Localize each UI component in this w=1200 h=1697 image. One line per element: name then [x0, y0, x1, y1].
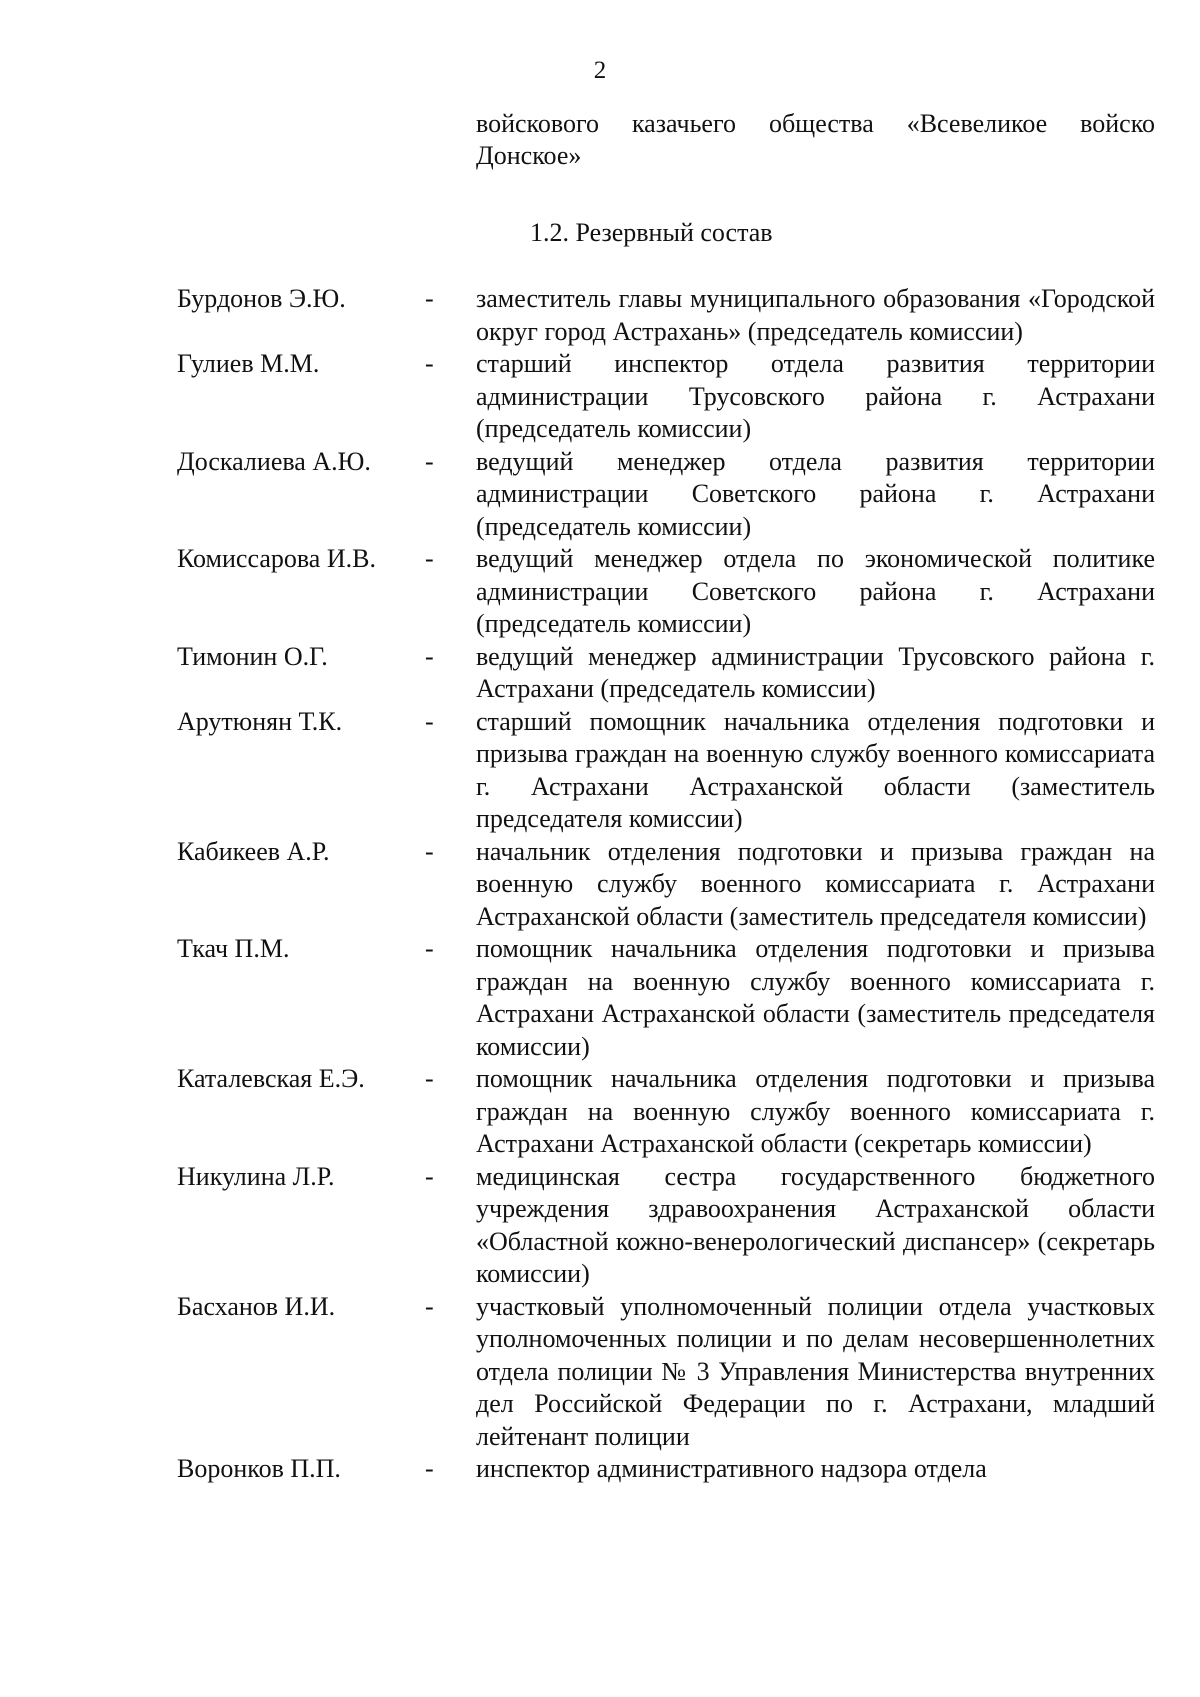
dash-separator: - — [425, 1454, 434, 1483]
dash-separator: - — [425, 1161, 434, 1191]
member-row — [177, 446, 1155, 544]
dash-separator: - — [425, 349, 434, 378]
member-name: Бурдонов Э.Ю. — [177, 284, 346, 313]
member-list — [177, 283, 1155, 1486]
member-row — [177, 1063, 1155, 1161]
member-name: Воронков П.П. — [177, 1454, 341, 1483]
member-row — [177, 641, 1155, 706]
member-row — [177, 283, 1155, 348]
dash-separator: - — [425, 284, 434, 313]
member-name: Никулина Л.Р. — [177, 1161, 335, 1191]
member-description: ведущий менеджер отдела развития территории администрации Советского района г. Астрахани (председатель комиссии) — [476, 446, 1155, 541]
member-row — [177, 1291, 1155, 1454]
member-name: Басханов И.И. — [177, 1291, 336, 1321]
member-name: Гулиев М.М. — [177, 349, 320, 378]
member-description: ведущий менеджер администрации Трусовского района г. Астрахани (председатель комиссии) — [476, 641, 1155, 703]
member-description: помощник начальника отделения подготовки и призыва граждан на военную службу военного комиссариата г. Астрахани Астраханской области (заместитель председателя комиссии) — [476, 934, 1155, 1061]
member-name: Доскалиева А.Ю. — [177, 446, 371, 476]
member-description: старший помощник начальника отделения подготовки и призыва граждан на военную службу военного комиссариата г. Астрахани Астраханской области (заместитель председателя комиссии) — [476, 706, 1155, 833]
member-row — [177, 706, 1155, 836]
dash-separator: - — [425, 446, 434, 476]
member-description: помощник начальника отделения подготовки и призыва граждан на военную службу военного комиссариата г. Астрахани Астраханской области (секретарь комиссии) — [476, 1064, 1155, 1158]
member-description: старший инспектор отдела развития территории администрации Трусовского района г. Астрахани (председатель комиссии) — [476, 349, 1155, 443]
member-description: участковый уполномоченный полиции отдела участковых уполномоченных полиции и по делам несовершеннолетних отдела полиции № 3 Управления Министерства внутренних дел Российской Федерации по г. Астрахани, младший лейтенант полиции — [476, 1291, 1155, 1451]
dash-separator: - — [425, 836, 434, 866]
member-row — [177, 836, 1155, 934]
member-name: Каталевская Е.Э. — [177, 1064, 365, 1093]
member-description: начальник отделения подготовки и призыва граждан на военную службу военного комиссариата г. Астрахани Астраханской области (заместитель председателя комиссии) — [476, 836, 1155, 931]
member-name: Кабикеев А.Р. — [177, 836, 330, 866]
dash-separator: - — [425, 641, 434, 671]
member-row — [177, 543, 1155, 641]
member-name: Комиссарова И.В. — [177, 544, 376, 573]
member-name: Ткач П.М. — [177, 934, 290, 963]
member-row — [177, 933, 1155, 1063]
dash-separator: - — [425, 1291, 434, 1321]
member-description: инспектор административного надзора отдела — [476, 1454, 987, 1483]
section-heading: 1.2. Резервный состав — [530, 218, 773, 247]
member-name: Арутюнян Т.К. — [177, 706, 343, 736]
member-description: ведущий менеджер отдела по экономической политике администрации Советского района г. Астрахани (председатель комиссии) — [476, 544, 1155, 638]
member-row — [177, 1453, 1155, 1486]
member-row — [177, 348, 1155, 446]
dash-separator: - — [425, 706, 434, 736]
dash-separator: - — [425, 934, 434, 963]
member-row — [177, 1161, 1155, 1291]
page-number: 2 — [593, 57, 607, 84]
continuation-text: войскового казачьего общества «Всевеликое войско Донское» — [476, 109, 1155, 170]
dash-separator: - — [425, 544, 434, 573]
member-description: заместитель главы муниципального образования «Городской округ город Астрахань» (председатель комиссии) — [476, 284, 1155, 346]
member-name: Тимонин О.Г. — [177, 641, 328, 671]
dash-separator: - — [425, 1064, 434, 1093]
member-description: медицинская сестра государственного бюджетного учреждения здравоохранения Астраханской области «Областной кожно-венерологический диспансер» (секретарь комиссии) — [476, 1161, 1155, 1288]
